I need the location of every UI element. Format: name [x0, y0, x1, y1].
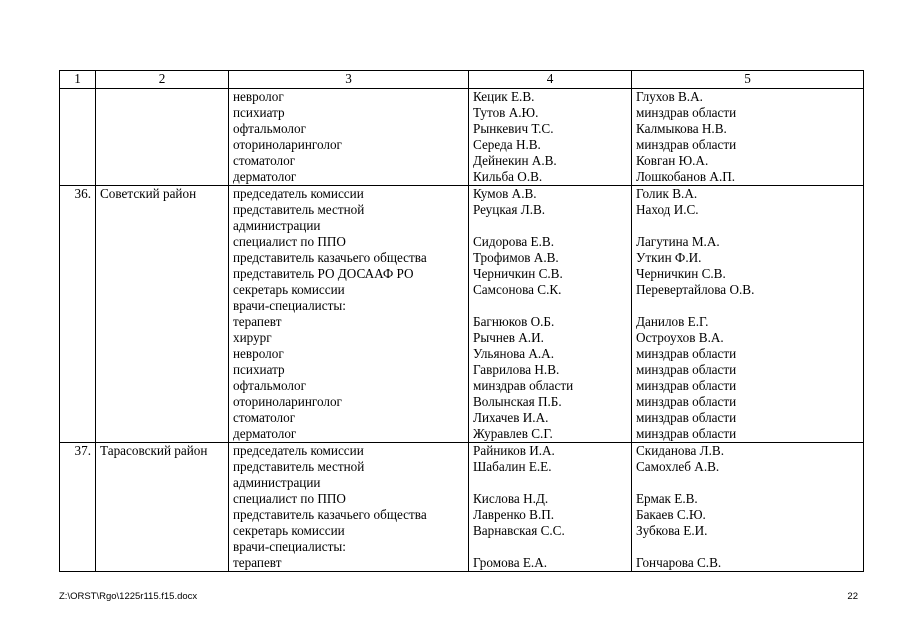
reserve-line: минздрав области	[636, 137, 737, 152]
reserve-line: Гончарова С.В.	[636, 555, 722, 570]
member-line: Самсонова С.К.	[473, 282, 562, 297]
role-line: специалист по ППО	[233, 234, 346, 249]
member-line: Громова Е.А.	[473, 555, 548, 570]
reserve-line: Самохлеб А.В.	[636, 459, 720, 474]
roles-cell	[229, 443, 469, 572]
member-line: Черничкин С.В.	[473, 266, 563, 281]
role-line: специалист по ППО	[233, 491, 346, 506]
row-number: 36.	[60, 186, 96, 443]
role-line: оториноларинголог	[233, 394, 342, 409]
reserve-line: Голик В.А.	[636, 186, 698, 201]
row-number	[60, 89, 96, 186]
role-line: дерматолог	[233, 426, 297, 441]
reserves-cell	[632, 443, 864, 572]
role-line: офтальмолог	[233, 378, 306, 393]
member-line: Середа Н.В.	[473, 137, 541, 152]
members-cell	[469, 186, 632, 443]
district-name	[96, 89, 229, 186]
district-name: Тарасовский район	[96, 443, 229, 572]
role-line: представитель казачьего общества	[233, 507, 427, 522]
reserve-line: Наход И.С.	[636, 202, 699, 217]
header-cell-4: 4	[469, 71, 632, 89]
row-number: 37.	[60, 443, 96, 572]
member-line	[473, 298, 627, 314]
role-line: невролог	[233, 89, 284, 104]
role-line: секретарь комиссии	[233, 282, 345, 297]
header-row	[60, 71, 864, 89]
member-line: Кильба О.В.	[473, 169, 543, 184]
reserve-line: Глухов В.А.	[636, 89, 703, 104]
reserve-line: Скиданова Л.В.	[636, 443, 725, 458]
reserve-line	[636, 298, 859, 314]
reserve-line: минздрав области	[636, 362, 737, 377]
table-row	[60, 89, 864, 186]
reserve-line: Лагутина М.А.	[636, 234, 720, 249]
header-cell-1: 1	[60, 71, 96, 89]
header-cell-3: 3	[229, 71, 469, 89]
role-line: невролог	[233, 346, 284, 361]
header-cell-2: 2	[96, 71, 229, 89]
role-line: представитель местной	[233, 459, 365, 474]
reserve-line: Черничкин С.В.	[636, 266, 726, 281]
role-line: председатель комиссии	[233, 443, 364, 458]
reserve-line: минздрав области	[636, 394, 737, 409]
district-name: Советский район	[96, 186, 229, 443]
role-line: администрации	[233, 475, 321, 490]
member-line	[473, 218, 627, 234]
role-line: психиатр	[233, 362, 285, 377]
reserve-line: Данилов Е.Г.	[636, 314, 709, 329]
role-line: секретарь комиссии	[233, 523, 345, 538]
role-line: психиатр	[233, 105, 285, 120]
reserve-line: Ермак Е.В.	[636, 491, 698, 506]
table-body	[60, 71, 864, 572]
reserve-line: минздрав области	[636, 105, 737, 120]
member-line: Лихачев И.А.	[473, 410, 549, 425]
member-line: Рынкевич Т.С.	[473, 121, 554, 136]
role-line: стоматолог	[233, 153, 296, 168]
roles-cell	[229, 89, 469, 186]
reserve-line: Лошкобанов А.П.	[636, 169, 736, 184]
table-row	[60, 186, 864, 443]
member-line: Лавренко В.П.	[473, 507, 555, 522]
reserve-line: Ковган Ю.А.	[636, 153, 709, 168]
role-line: офтальмолог	[233, 121, 306, 136]
member-line: Реуцкая Л.В.	[473, 202, 546, 217]
reserve-line: Уткин Ф.И.	[636, 250, 702, 265]
footer-page-number: 22	[847, 591, 858, 602]
role-line: стоматолог	[233, 410, 296, 425]
reserve-line	[636, 218, 859, 234]
footer-file-path: Z:\ORST\Rgo\1225r115.f15.docx	[59, 591, 198, 602]
member-line: Сидорова Е.В.	[473, 234, 554, 249]
reserve-line: минздрав области	[636, 378, 737, 393]
role-line: представитель РО ДОСААФ РО	[233, 266, 414, 281]
reserve-line: Перевертайлова О.В.	[636, 282, 755, 297]
header-cell-5: 5	[632, 71, 864, 89]
member-line	[473, 539, 627, 555]
roles-cell	[229, 186, 469, 443]
reserve-line: минздрав области	[636, 346, 737, 361]
member-line: Трофимов А.В.	[473, 250, 559, 265]
role-line: хирург	[233, 330, 272, 345]
reserve-line: минздрав области	[636, 426, 737, 441]
commission-table	[59, 70, 864, 572]
member-line: Райников И.А.	[473, 443, 555, 458]
reserve-line: Остроухов В.А.	[636, 330, 724, 345]
role-line: администрации	[233, 218, 321, 233]
member-line: Варнавская С.С.	[473, 523, 565, 538]
reserve-line	[636, 539, 859, 555]
role-line: врачи-специалисты:	[233, 539, 346, 554]
role-line: председатель комиссии	[233, 186, 364, 201]
reserve-line	[636, 475, 859, 491]
member-line	[473, 475, 627, 491]
reserves-cell	[632, 186, 864, 443]
role-line: оториноларинголог	[233, 137, 342, 152]
role-line: врачи-специалисты:	[233, 298, 346, 313]
member-line: Кецик Е.В.	[473, 89, 535, 104]
role-line: терапевт	[233, 555, 282, 570]
reserve-line: Бакаев С.Ю.	[636, 507, 706, 522]
role-line: представитель местной	[233, 202, 365, 217]
member-line: Багнюков О.Б.	[473, 314, 555, 329]
member-line: Кумов А.В.	[473, 186, 537, 201]
member-line: Волынская П.Б.	[473, 394, 562, 409]
members-cell	[469, 89, 632, 186]
member-line: минздрав области	[473, 378, 574, 393]
member-line: Гаврилова Н.В.	[473, 362, 560, 377]
members-cell	[469, 443, 632, 572]
member-line: Ульянова А.А.	[473, 346, 555, 361]
member-line: Тутов А.Ю.	[473, 105, 539, 120]
role-line: представитель казачьего общества	[233, 250, 427, 265]
role-line: терапевт	[233, 314, 282, 329]
member-line: Журавлев С.Г.	[473, 426, 553, 441]
reserves-cell	[632, 89, 864, 186]
table-row	[60, 443, 864, 572]
member-line: Кислова Н.Д.	[473, 491, 549, 506]
member-line: Шабалин Е.Е.	[473, 459, 552, 474]
member-line: Рычнев А.И.	[473, 330, 544, 345]
reserve-line: минздрав области	[636, 410, 737, 425]
reserve-line: Калмыкова Н.В.	[636, 121, 727, 136]
role-line: дерматолог	[233, 169, 297, 184]
reserve-line: Зубкова Е.И.	[636, 523, 708, 538]
member-line: Дейнекин А.В.	[473, 153, 557, 168]
